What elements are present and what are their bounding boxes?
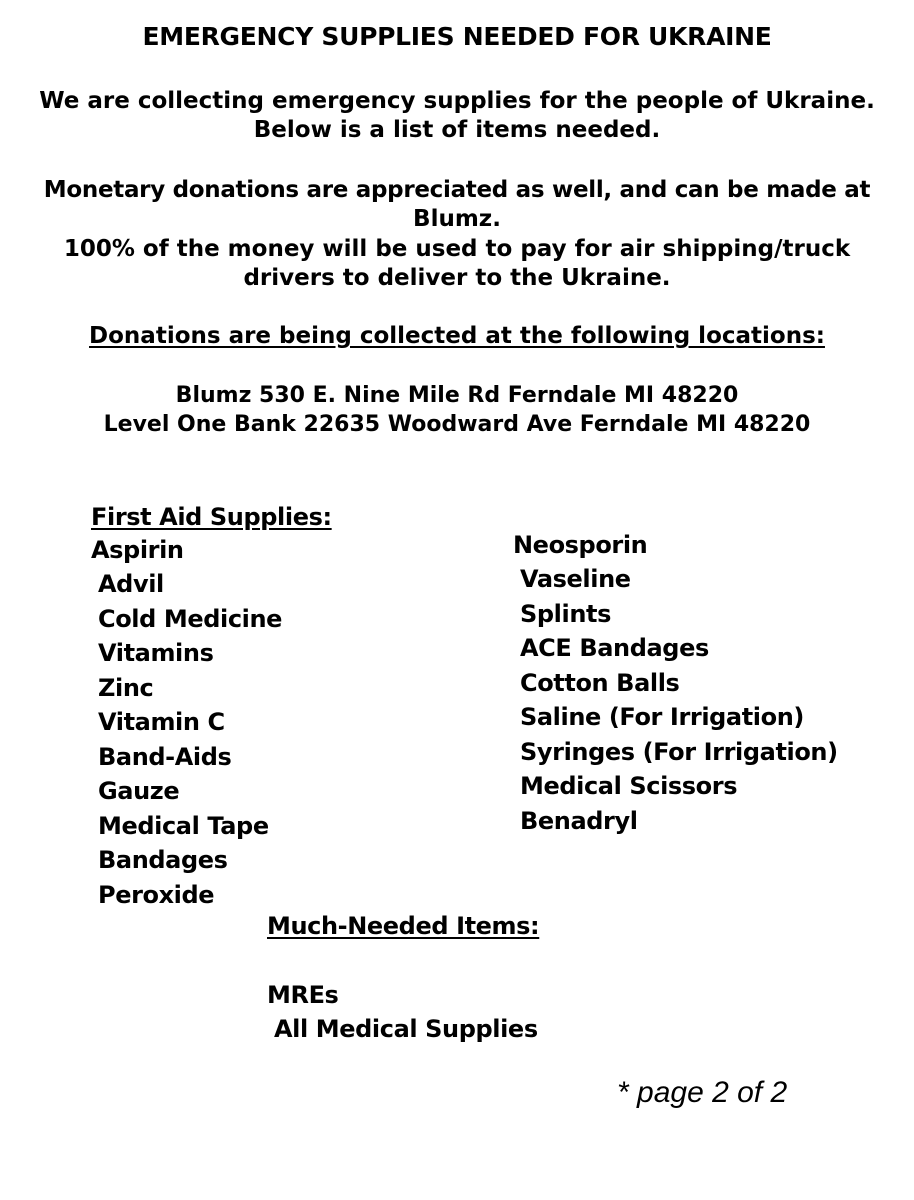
list-item: ACE Bandages: [520, 634, 709, 662]
list-item: Neosporin: [513, 531, 648, 559]
list-item: Saline (For Irrigation): [520, 703, 804, 731]
list-item: Aspirin: [91, 536, 184, 564]
list-item: Benadryl: [520, 807, 638, 835]
much-needed-heading: Much-Needed Items:: [267, 912, 540, 940]
list-item: Medical Tape: [98, 812, 269, 840]
page-title: EMERGENCY SUPPLIES NEEDED FOR UKRAINE: [142, 22, 772, 51]
list-item: Vaseline: [520, 565, 631, 593]
list-item: Band-Aids: [98, 743, 232, 771]
list-item: Bandages: [98, 846, 228, 874]
location-blumz: Blumz 530 E. Nine Mile Rd Ferndale MI 48220: [175, 383, 739, 408]
list-item: Gauze: [98, 777, 180, 805]
monetary-line-4: drivers to deliver to the Ukraine.: [243, 265, 671, 291]
page-number-note: * page 2 of 2: [617, 1076, 788, 1109]
monetary-line-1: Monetary donations are appreciated as well, and can be made at: [43, 177, 871, 203]
first-aid-heading: First Aid Supplies:: [91, 503, 332, 531]
list-item: Peroxide: [98, 881, 215, 909]
intro-line-1: We are collecting emergency supplies for the people of Ukraine.: [39, 88, 875, 114]
list-item: Vitamins: [98, 639, 214, 667]
list-item: Zinc: [98, 674, 154, 702]
list-item: Advil: [98, 570, 164, 598]
list-item: Splints: [520, 600, 611, 628]
list-item: Vitamin C: [98, 708, 225, 736]
locations-heading: Donations are being collected at the following locations:: [89, 323, 825, 349]
monetary-line-3: 100% of the money will be used to pay for air shipping/truck: [63, 236, 851, 262]
list-item: MREs: [267, 981, 339, 1009]
list-item: Syringes (For Irrigation): [520, 738, 838, 766]
list-item: All Medical Supplies: [274, 1015, 538, 1043]
location-level-one-bank: Level One Bank 22635 Woodward Ave Ferndale MI 48220: [103, 412, 811, 437]
monetary-line-2: Blumz.: [413, 206, 501, 232]
list-item: Cold Medicine: [98, 605, 283, 633]
list-item: Cotton Balls: [520, 669, 680, 697]
list-item: Medical Scissors: [520, 772, 738, 800]
intro-line-2: Below is a list of items needed.: [253, 117, 661, 143]
